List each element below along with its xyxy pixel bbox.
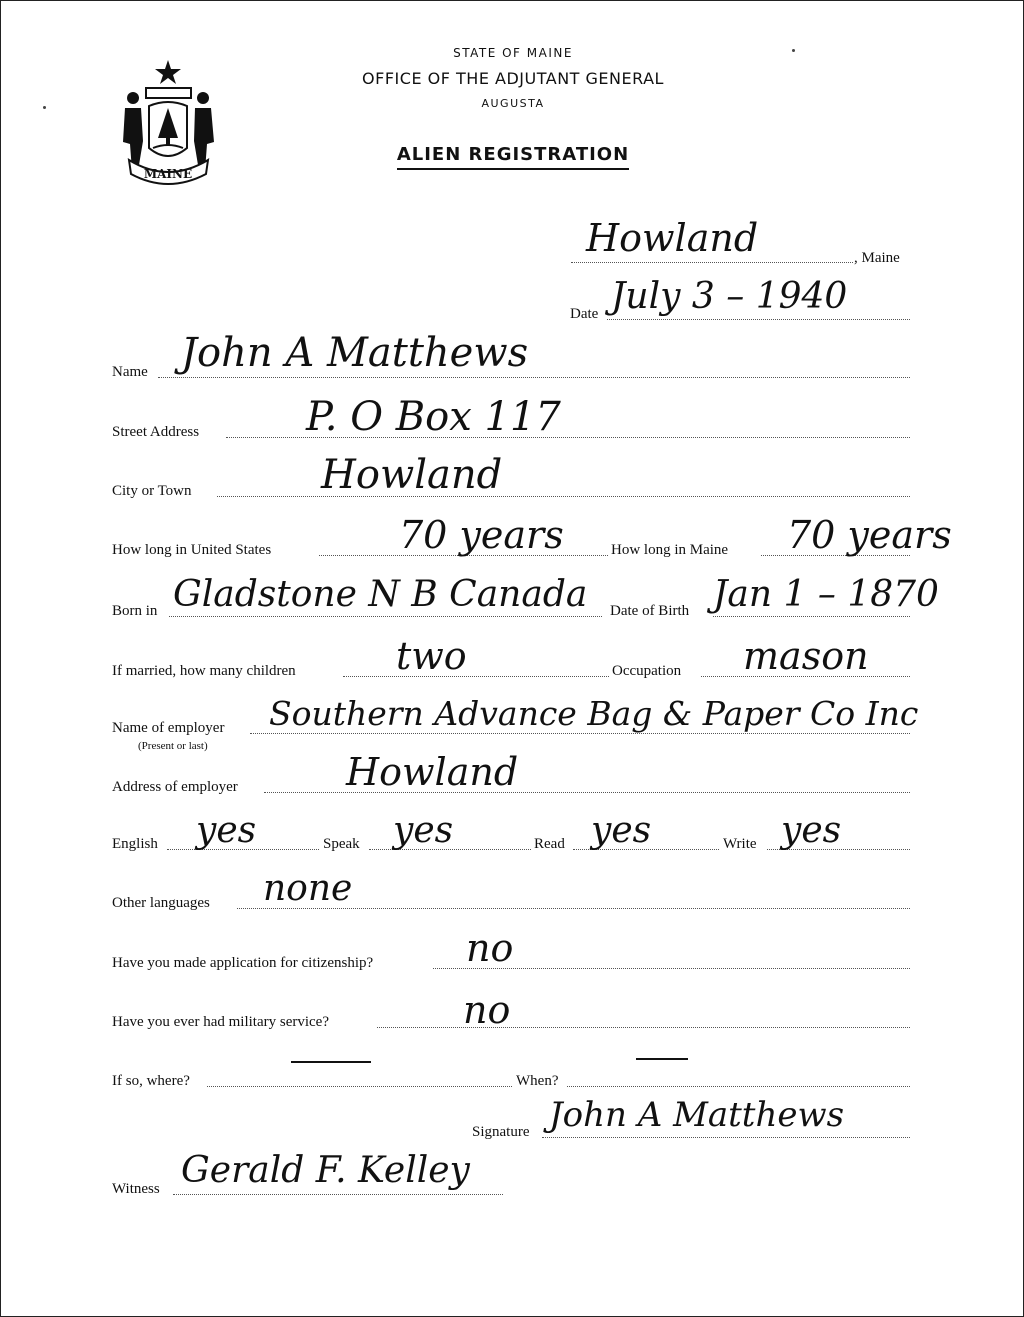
signature-label: Signature xyxy=(472,1124,530,1140)
town-entry: Howland xyxy=(586,216,759,260)
military-line xyxy=(377,1027,910,1028)
signature-line xyxy=(542,1137,910,1138)
town-line xyxy=(571,262,853,263)
scan-speck xyxy=(792,49,795,52)
english-label: English xyxy=(112,836,158,852)
read-label: Read xyxy=(534,836,565,852)
military-label: Have you ever had military service? xyxy=(112,1014,329,1030)
citizenship-label: Have you made application for citizenship? xyxy=(112,955,374,971)
speak-label: Speak xyxy=(323,836,360,852)
when-label: When? xyxy=(516,1073,559,1089)
header-office: OFFICE OF THE ADJUTANT GENERAL xyxy=(362,69,664,88)
street-label: Street Address xyxy=(112,424,200,440)
citizenship-entry: no xyxy=(466,926,514,970)
children-line xyxy=(343,676,609,677)
military-entry: no xyxy=(463,988,511,1032)
long-maine-entry: 70 years xyxy=(787,513,952,557)
occupation-entry: mason xyxy=(743,634,869,678)
header-state: STATE OF MAINE xyxy=(453,46,573,60)
when-line xyxy=(567,1086,910,1087)
form-title-text: ALIEN REGISTRATION xyxy=(397,144,629,170)
speak-entry: yes xyxy=(393,810,454,851)
employer-sublabel: (Present or last) xyxy=(138,740,208,752)
town-label: , Maine xyxy=(854,250,900,266)
write-label: Write xyxy=(723,836,757,852)
write-entry: yes xyxy=(781,810,842,851)
other-languages-label: Other languages xyxy=(112,895,210,911)
long-us-label: How long in United States xyxy=(112,542,272,558)
other-languages-entry: none xyxy=(263,868,353,909)
where-label: If so, where? xyxy=(112,1073,190,1089)
born-line xyxy=(169,616,602,617)
read-entry: yes xyxy=(591,810,652,851)
street-entry: P. O Box 117 xyxy=(306,394,561,440)
english-entry: yes xyxy=(196,810,257,851)
when-dash xyxy=(636,1058,688,1060)
employer-label: Name of employer xyxy=(112,720,225,736)
born-entry: Gladstone N B Canada xyxy=(173,574,588,615)
scan-speck xyxy=(43,106,46,109)
date-line xyxy=(607,319,910,320)
children-label: If married, how many children xyxy=(112,663,296,679)
where-dash xyxy=(291,1061,371,1063)
date-label: Date xyxy=(570,306,599,322)
name-entry: John A Matthews xyxy=(181,330,529,376)
employer-line xyxy=(250,733,910,734)
name-line xyxy=(158,377,910,378)
witness-label: Witness xyxy=(112,1181,160,1197)
born-label: Born in xyxy=(112,603,158,619)
header-city: AUGUSTA xyxy=(481,97,545,110)
seal-banner-text: MAINE xyxy=(143,167,193,181)
signature-entry: John A Matthews xyxy=(549,1095,845,1135)
date-entry: July 3 – 1940 xyxy=(611,276,848,317)
long-maine-label: How long in Maine xyxy=(611,542,729,558)
witness-line xyxy=(173,1194,503,1195)
city-entry: Howland xyxy=(321,452,503,498)
dob-label: Date of Birth xyxy=(610,603,690,619)
form-title xyxy=(1,144,1024,165)
city-label: City or Town xyxy=(112,483,192,499)
witness-entry: Gerald F. Kelley xyxy=(181,1150,470,1191)
occupation-label: Occupation xyxy=(612,663,682,679)
employer-address-entry: Howland xyxy=(346,750,519,794)
long-us-entry: 70 years xyxy=(399,513,564,557)
name-label: Name xyxy=(112,364,148,380)
where-line xyxy=(207,1086,512,1087)
dob-entry: Jan 1 – 1870 xyxy=(713,574,939,615)
employer-address-label: Address of employer xyxy=(112,779,238,795)
children-entry: two xyxy=(396,634,467,678)
employer-entry: Southern Advance Bag & Paper Co Inc xyxy=(269,694,919,733)
dob-line xyxy=(713,616,910,617)
